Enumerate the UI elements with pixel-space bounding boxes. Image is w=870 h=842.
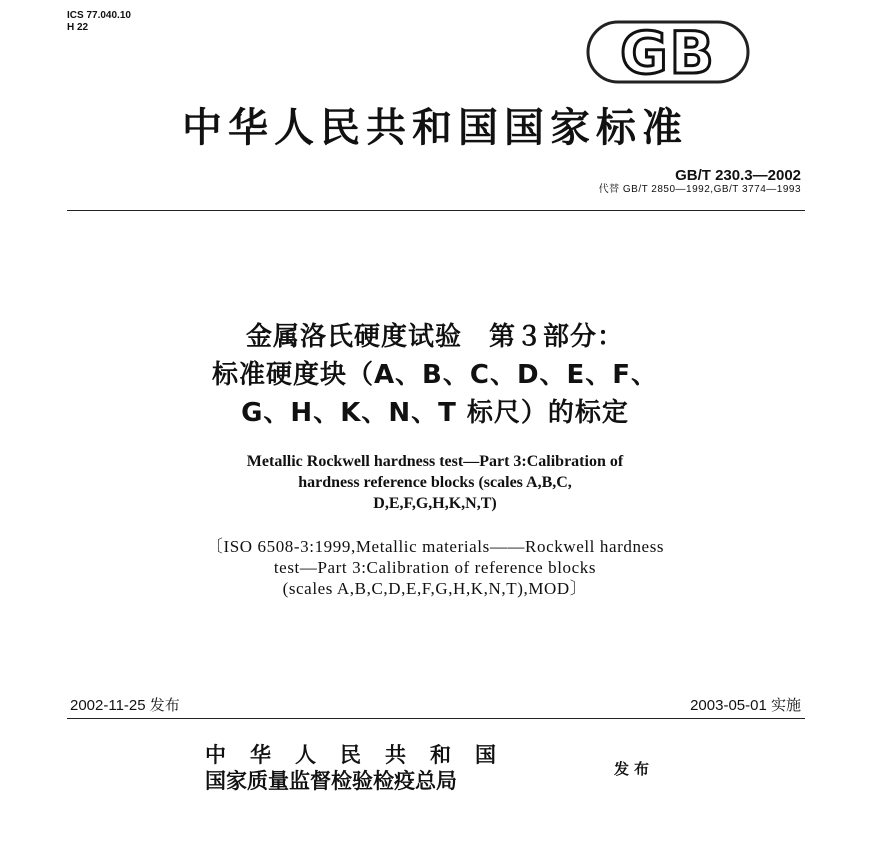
ccs-code: H 22 bbox=[67, 22, 89, 33]
issuer-line-2: 国家质量监督检验检疫总局 bbox=[205, 769, 457, 793]
gb-logo-text: GB bbox=[620, 19, 716, 86]
english-title bbox=[0, 451, 870, 514]
english-title-line: D,E,F,G,H,K,N,T) bbox=[373, 495, 497, 512]
iso-reference bbox=[0, 536, 870, 599]
footer-divider bbox=[67, 718, 805, 719]
implementation-date: 2003-05-01 实施 bbox=[690, 697, 801, 714]
iso-reference-line: test—Part 3:Calibration of reference blocks bbox=[273, 558, 597, 577]
issuing-authority bbox=[205, 742, 520, 794]
iso-reference-line: 〔ISO 6508-3:1999,Metallic materials——Rockwell hardness bbox=[205, 537, 665, 556]
replaces-standards: 代替 GB/T 2850—1992,GB/T 3774—1993 bbox=[598, 184, 801, 195]
standard-number: GB/T 230.3—2002 bbox=[675, 167, 801, 184]
chinese-title-line: 标准硬度块（A、B、C、D、E、F、 bbox=[211, 360, 659, 390]
classification-codes bbox=[67, 10, 131, 34]
chinese-title bbox=[0, 318, 870, 432]
issuer-line-1: 中华人民共和国 bbox=[205, 743, 520, 767]
chinese-title-line: G、H、K、N、T 标尺）的标定 bbox=[241, 398, 629, 428]
national-standard-title: 中华人民共和国国家标准 bbox=[182, 104, 688, 151]
english-title-line: Metallic Rockwell hardness test—Part 3:Calibration of bbox=[246, 453, 624, 470]
issue-date: 2002-11-25 发布 bbox=[70, 697, 180, 714]
publish-label: 发布 bbox=[614, 760, 655, 778]
ics-code: ICS 77.040.10 bbox=[67, 10, 131, 21]
gb-logo bbox=[584, 18, 752, 86]
header-divider bbox=[67, 210, 805, 211]
iso-reference-line: (scales A,B,C,D,E,F,G,H,K,N,T),MOD〕 bbox=[282, 579, 588, 598]
english-title-line: hardness reference blocks (scales A,B,C, bbox=[298, 474, 572, 491]
chinese-title-line: 金属洛氏硬度试验 第３部分： bbox=[245, 322, 624, 352]
